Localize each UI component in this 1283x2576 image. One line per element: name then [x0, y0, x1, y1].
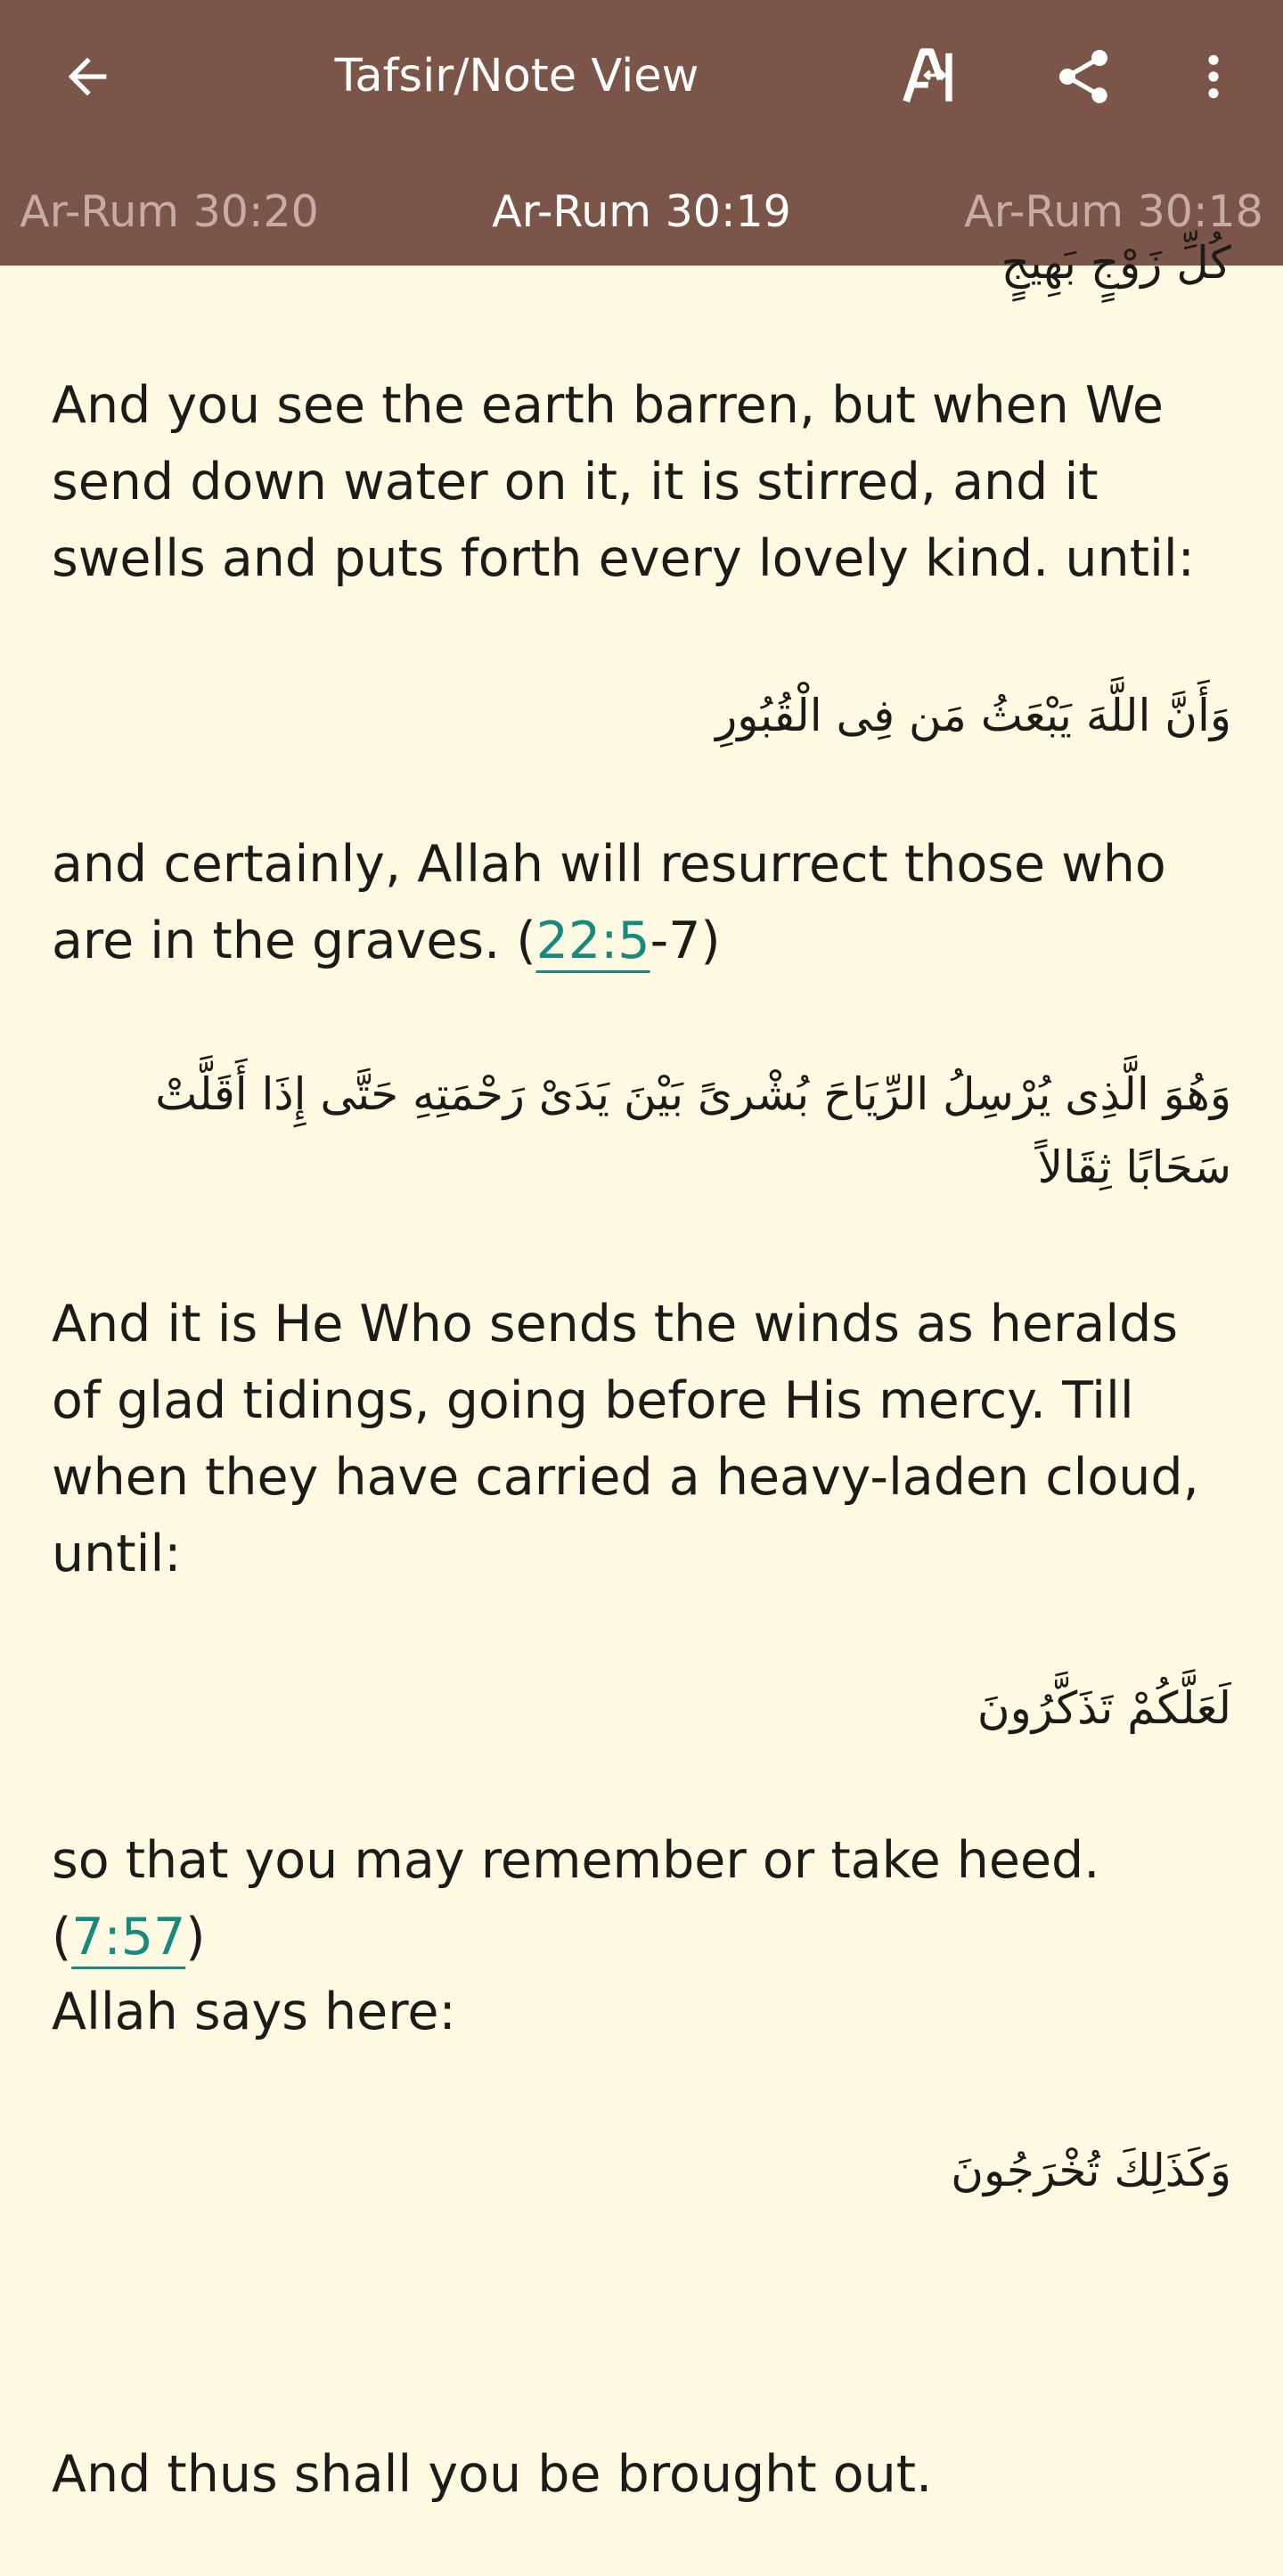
verse-reference-link[interactable]: 7:57: [71, 1908, 186, 1967]
translation-text: ): [185, 1908, 206, 1967]
share-icon: [1051, 45, 1115, 109]
translation-text: and certainly, Allah will resurrect those who are in the graves. (: [52, 835, 1166, 970]
arrow-left-icon: [59, 48, 116, 105]
arabic-verse-partial: كُلِّ زَوْجٍ بَهِيجٍ: [1001, 237, 1231, 289]
translation-paragraph: [52, 826, 1231, 979]
translation-paragraph: And you see the earth barren, but when We send down water on it, it is stirred, and it swells and puts forth every lovely kind. until:: [52, 376, 1195, 588]
toolbar: [0, 0, 1283, 153]
font-size-icon: [901, 44, 967, 110]
tafsir-content[interactable]: [0, 237, 1283, 2576]
arabic-verse: وَهُوَ الَّذِى يُرْسِلُ الرِّيَاحَ بُشْرىً بَيْنَ يَدَىْ رَحْمَتِهِ حَتَّى إِذَا أَقَلَّتْ سَحَابًا ثِقَالاً: [155, 1068, 1231, 1193]
font-size-button[interactable]: [889, 32, 978, 121]
tab-current-verse[interactable]: Ar-Rum 30:19: [492, 186, 791, 237]
tab-next-verse[interactable]: Ar-Rum 30:18: [964, 186, 1263, 237]
translation-text: -7): [650, 912, 721, 970]
translation-paragraph: And thus shall you be brought out.: [52, 2445, 933, 2504]
share-button[interactable]: [1039, 32, 1128, 121]
translation-paragraph: And it is He Who sends the winds as heralds of glad tidings, going before His mercy. Till when they have carried a heavy-laden cloud, until:: [52, 1295, 1199, 1583]
more-button[interactable]: [1169, 32, 1258, 121]
arabic-verse: وَكَذَلِكَ تُخْرَجُونَ: [951, 2145, 1231, 2196]
more-vertical-icon: [1185, 48, 1242, 105]
translation-text: so that you may remember or take heed. (: [52, 1831, 1100, 1967]
translation-paragraph: [52, 1822, 1231, 1975]
back-button[interactable]: [43, 32, 132, 121]
page-title: Tafsir/Note View: [334, 50, 699, 102]
tab-previous-verse[interactable]: Ar-Rum 30:20: [20, 186, 319, 237]
arabic-verse: وَأَنَّ اللَّهَ يَبْعَثُ مَن فِى الْقُبُورِ: [715, 690, 1231, 741]
arabic-verse: لَعَلَّكُمْ تَذَكَّرُونَ: [977, 1682, 1231, 1734]
translation-paragraph: Allah says here:: [52, 1983, 456, 2041]
verse-reference-link[interactable]: 22:5: [535, 912, 650, 970]
